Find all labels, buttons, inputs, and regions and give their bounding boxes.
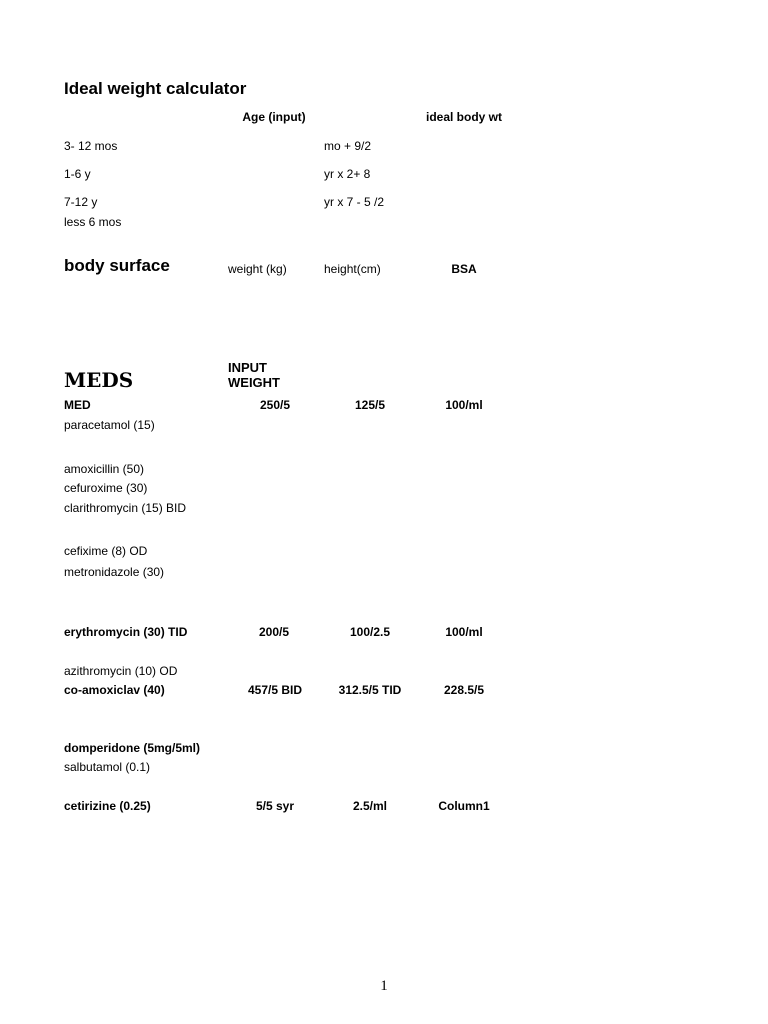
med-cetirizine: cetirizine (0.25) (64, 799, 151, 813)
age-row-1: 3- 12 mos (64, 139, 118, 153)
cetirizine-col2: 2.5/ml (352, 799, 388, 813)
erythromycin-col3: 100/ml (445, 625, 483, 639)
weight-kg-label: weight (kg) (228, 262, 287, 276)
cetirizine-col3: Column1 (438, 799, 490, 813)
page-number: 1 (380, 978, 388, 994)
med-header-col1: 250/5 (259, 398, 291, 412)
med-metronidazole: metronidazole (30) (64, 565, 165, 579)
med-clarithromycin: clarithromycin (15) BID (64, 501, 187, 515)
input-weight-label-line1: INPUT (228, 360, 267, 375)
med-azithromycin: azithromycin (10) OD (64, 664, 178, 678)
med-header-col2: 125/5 (354, 398, 386, 412)
med-header: MED (64, 398, 91, 412)
age-row-2: 1-6 y (64, 167, 91, 181)
erythromycin-col2: 100/2.5 (349, 625, 391, 639)
med-cefuroxime: cefuroxime (30) (64, 481, 148, 495)
formula-row-2: yr x 2+ 8 (324, 167, 371, 181)
med-cefixime: cefixime (8) OD (64, 544, 148, 558)
age-row-3: 7-12 y (64, 195, 98, 209)
body-surface-title: body surface (64, 256, 170, 275)
coamoxiclav-col3: 228.5/5 (443, 683, 485, 697)
erythromycin-col1: 200/5 (258, 625, 290, 639)
med-domperidone: domperidone (5mg/5ml) (64, 741, 201, 755)
height-cm-label: height(cm) (324, 262, 381, 276)
med-paracetamol: paracetamol (15) (64, 418, 155, 432)
formula-row-3: yr x 7 - 5 /2 (324, 195, 385, 209)
coamoxiclav-col2: 312.5/5 TID (338, 683, 402, 697)
cetirizine-col1: 5/5 syr (255, 799, 295, 813)
med-coamoxiclav: co-amoxiclav (40) (64, 683, 165, 697)
ideal-weight-title: Ideal weight calculator (64, 79, 247, 98)
med-header-col3: 100/ml (445, 398, 483, 412)
med-amoxicillin: amoxicillin (50) (64, 462, 145, 476)
age-row-4: less 6 mos (64, 215, 122, 229)
input-weight-label-line2: WEIGHT (228, 375, 280, 390)
meds-title: MEDS (64, 368, 134, 392)
bsa-label: BSA (451, 262, 477, 276)
age-input-header: Age (input) (242, 110, 306, 124)
med-erythromycin: erythromycin (30) TID (64, 625, 188, 639)
coamoxiclav-col1: 457/5 BID (247, 683, 303, 697)
formula-row-1: mo + 9/2 (324, 139, 372, 153)
med-salbutamol: salbutamol (0.1) (64, 760, 151, 774)
ideal-body-wt-header: ideal body wt (425, 110, 503, 124)
